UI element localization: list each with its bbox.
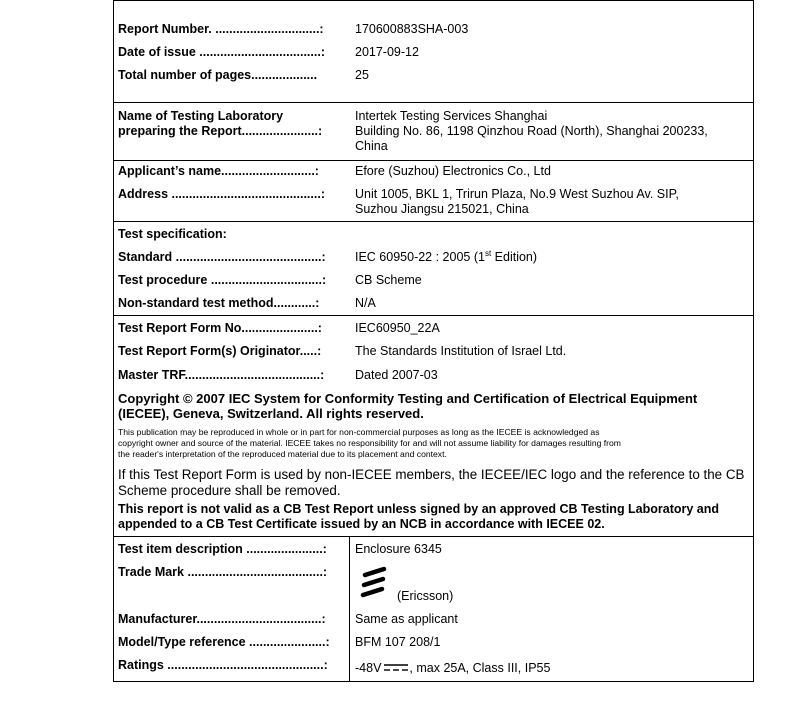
- divider: [113, 221, 754, 222]
- trf-originator-value: The Standards Institution of Israel Ltd.: [355, 344, 567, 358]
- column-divider: [349, 536, 350, 682]
- applicant-value: Efore (Suzhou) Electronics Co., Ltd: [355, 164, 551, 178]
- master-trf-value: Dated 2007-03: [355, 368, 438, 382]
- standard-value-main: IEC 60950-22 : 2005 (1: [355, 250, 485, 264]
- divider: [113, 0, 754, 1]
- total-pages-label: Total number of pages...................: [118, 68, 318, 82]
- date-of-issue-label: Date of issue ...................................:: [118, 45, 325, 59]
- nonstandard-value: N/A: [355, 296, 376, 310]
- dc-symbol-icon: [384, 661, 408, 676]
- model-value: BFM 107 208/1: [355, 635, 441, 649]
- standard-label: Standard ..........................................:: [118, 250, 326, 264]
- divider: [113, 536, 754, 537]
- lab-label-line2: preparing the Report......................:: [118, 124, 323, 138]
- standard-value: [355, 250, 537, 265]
- manufacturer-value: Same as applicant: [355, 612, 458, 626]
- ratings-value: [355, 661, 550, 676]
- divider: [113, 315, 754, 316]
- test-procedure-value: CB Scheme: [355, 273, 422, 287]
- lab-value-line2: Building No. 86, 1198 Qinzhou Road (North), Shanghai 200233,: [355, 124, 708, 138]
- applicant-label: Applicant’s name...........................:: [118, 164, 319, 178]
- lab-label-line1: Name of Testing Laboratory: [118, 109, 284, 123]
- validity-line2: appended to a CB Test Certificate issued by an NCB in accordance with IECEE 02.: [118, 517, 605, 531]
- copyright-line2: (IECEE), Geneva, Switzerland. All rights reserved.: [118, 406, 424, 421]
- manufacturer-label: Manufacturer....................................:: [118, 612, 326, 626]
- lab-value-line1: Intertek Testing Services Shanghai: [355, 109, 548, 123]
- divider: [113, 102, 754, 103]
- trade-mark-label: Trade Mark .......................................:: [118, 565, 328, 579]
- test-procedure-label: Test procedure ................................:: [118, 273, 327, 287]
- validity-line1: This report is not valid as a CB Test Report unless signed by an approved CB Testing Laboratory and: [118, 502, 720, 516]
- non-iecee-line1: If this Test Report Form is used by non-IECEE members, the IECEE/IEC logo and the reference to the CB: [118, 467, 745, 482]
- model-label: Model/Type reference ......................:: [118, 635, 330, 649]
- ratings-label: Ratings .............................................:: [118, 658, 328, 672]
- address-line2: Suzhou Jiangsu 215021, China: [355, 202, 529, 216]
- test-spec-heading: Test specification:: [118, 227, 227, 241]
- standard-value-sup: st: [484, 248, 492, 258]
- divider: [113, 681, 754, 682]
- non-iecee-notice: [118, 467, 748, 499]
- ericsson-logo-icon: [359, 566, 389, 600]
- small-print: [118, 427, 748, 460]
- total-pages-value: 25: [355, 68, 369, 82]
- validity-notice: [118, 502, 748, 532]
- copyright-notice: [118, 391, 748, 421]
- ratings-rest: , max 25A, Class III, IP55: [409, 661, 551, 675]
- non-iecee-line2: Scheme procedure shall be removed.: [118, 483, 341, 498]
- trf-no-value: IEC60950_22A: [355, 321, 440, 335]
- trade-mark-value: (Ericsson): [397, 589, 454, 603]
- report-number-value: 170600883SHA-003: [355, 22, 469, 36]
- lab-value-line3: China: [355, 139, 388, 153]
- small-print-line2: copyright owner and source of the material. IECEE takes no responsibility for and will not assume liability for damages resulting from: [118, 438, 621, 448]
- standard-value-post: Edition): [491, 250, 538, 264]
- trf-no-label: Test Report Form No......................:: [118, 321, 322, 335]
- test-item-label: Test item description ......................:: [118, 542, 327, 556]
- address-line1: Unit 1005, BKL 1, Trirun Plaza, No.9 West Suzhou Av. SIP,: [355, 187, 679, 201]
- trf-originator-label: Test Report Form(s) Originator.....:: [118, 344, 322, 358]
- copyright-line1: Copyright © 2007 IEC System for Conformity Testing and Certification of Electrical Equipment: [118, 391, 698, 406]
- report-number-label: Report Number. ..............................:: [118, 22, 324, 36]
- ratings-voltage: -48V: [355, 661, 382, 675]
- divider: [113, 160, 754, 161]
- test-item-value: Enclosure 6345: [355, 542, 442, 556]
- master-trf-label: Master TRF.......................................:: [118, 368, 325, 382]
- nonstandard-label: Non-standard test method............:: [118, 296, 320, 310]
- date-of-issue-value: 2017-09-12: [355, 45, 419, 59]
- small-print-line3: the reader's interpretation of the reproduced material due to its placement and context.: [118, 449, 447, 459]
- small-print-line1: This publication may be reproduced in whole or in part for non-commercial purposes as long as the IECEE is acknowledged as: [118, 427, 600, 437]
- address-label: Address ...........................................:: [118, 187, 325, 201]
